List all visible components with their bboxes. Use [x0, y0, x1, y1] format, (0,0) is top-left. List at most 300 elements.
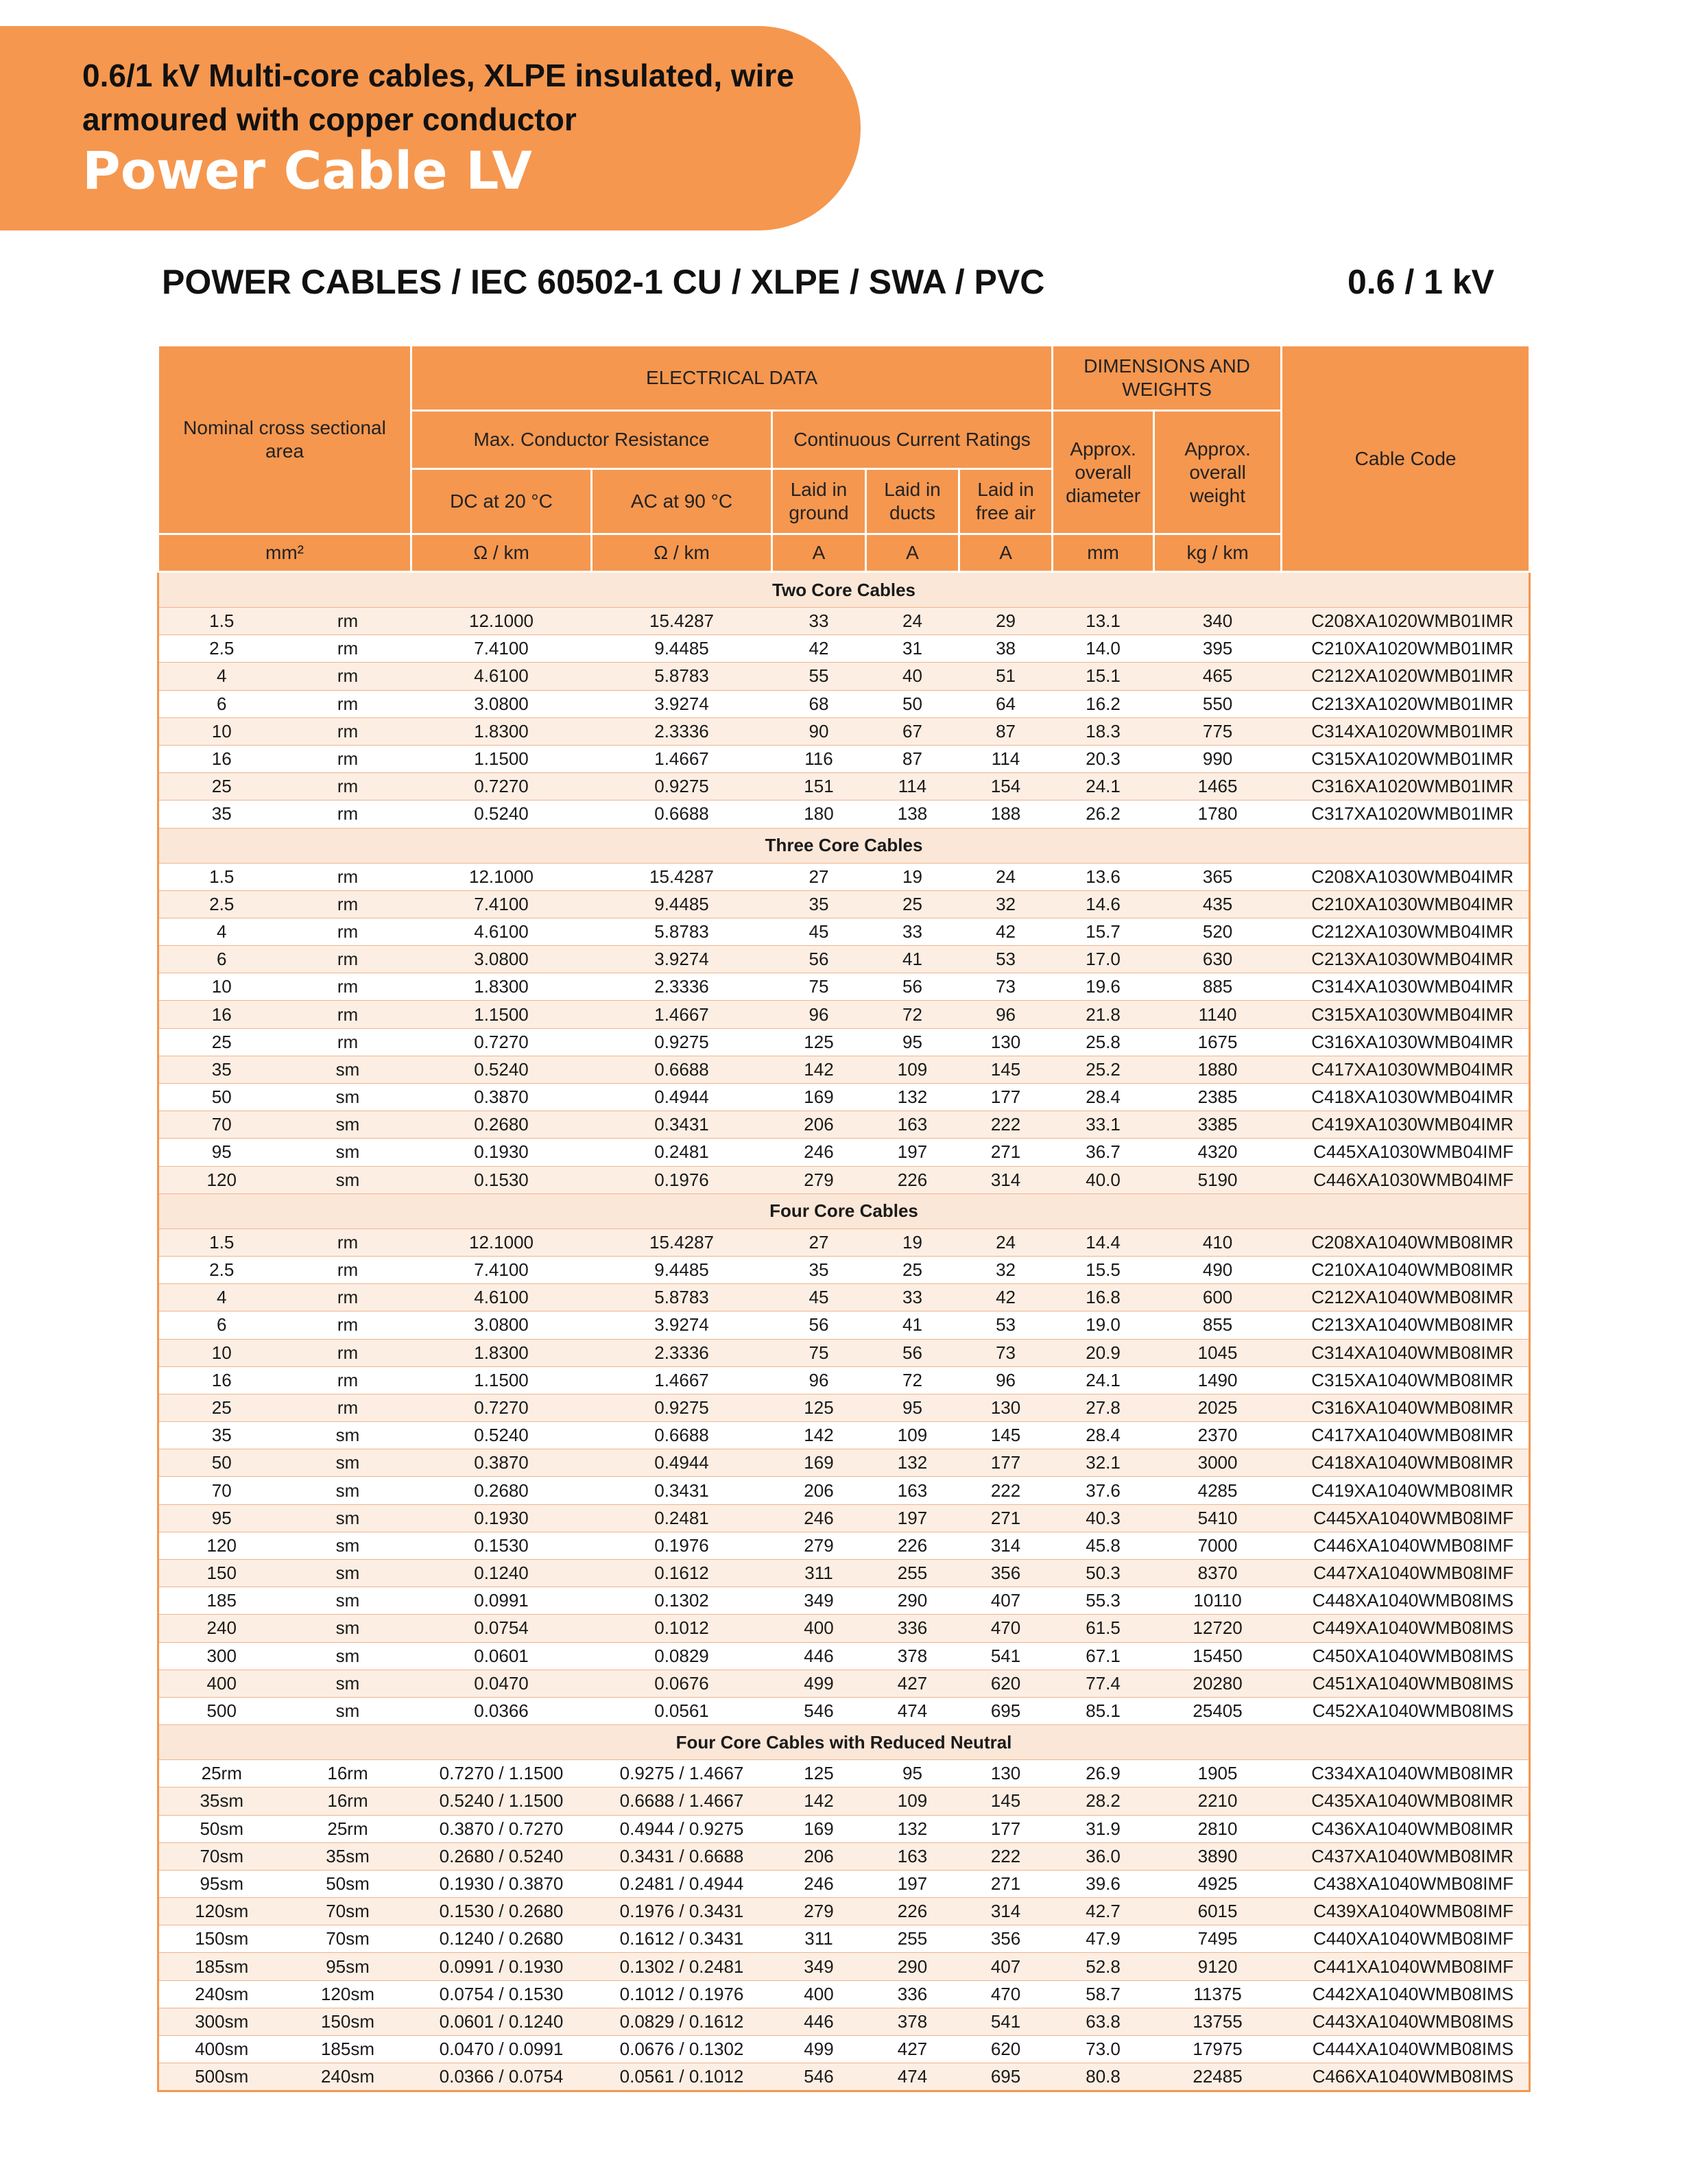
- current-ground-cell: 125: [772, 1028, 866, 1056]
- cable-code-cell: C437XA1040WMB08IMR: [1282, 1842, 1530, 1870]
- dc-resistance-cell: 4.6100: [411, 918, 592, 945]
- current-air-cell: 314: [959, 1166, 1053, 1194]
- table-row: [158, 635, 1530, 663]
- cable-code-cell: C446XA1030WMB04IMF: [1282, 1166, 1530, 1194]
- ac-resistance-cell: 0.0676: [592, 1670, 772, 1697]
- current-ground-cell: 349: [772, 1953, 866, 1980]
- ac-resistance-cell: 0.1302: [592, 1587, 772, 1615]
- conductor-shape-cell: 185sm: [285, 2036, 411, 2063]
- overall-weight-cell: 4925: [1154, 1870, 1282, 1897]
- header-overall-diameter: Approx. overall diameter: [1053, 411, 1154, 534]
- table-row: [158, 1587, 1530, 1615]
- conductor-shape-cell: sm: [285, 1056, 411, 1083]
- current-air-cell: 222: [959, 1111, 1053, 1139]
- dc-resistance-cell: 0.1530: [411, 1532, 592, 1559]
- dc-resistance-cell: 7.4100: [411, 890, 592, 918]
- dc-resistance-cell: 1.8300: [411, 1339, 592, 1366]
- current-ground-cell: 96: [772, 1366, 866, 1394]
- dc-resistance-cell: 0.5240 / 1.1500: [411, 1788, 592, 1815]
- conductor-shape-cell: rm: [285, 635, 411, 663]
- overall-diameter-cell: 16.2: [1053, 690, 1154, 717]
- dc-resistance-cell: 0.0754: [411, 1615, 592, 1642]
- cable-code-cell: C417XA1040WMB08IMR: [1282, 1422, 1530, 1449]
- dc-resistance-cell: 0.0366: [411, 1697, 592, 1724]
- section-title: Four Core Cables with Reduced Neutral: [158, 1725, 1530, 1760]
- table-row: [158, 745, 1530, 772]
- nominal-size-cell: 70: [158, 1111, 285, 1139]
- current-ducts-cell: 226: [866, 1532, 959, 1559]
- table-row: [158, 800, 1530, 828]
- table-row: [158, 1560, 1530, 1587]
- current-ground-cell: 75: [772, 973, 866, 1001]
- conductor-shape-cell: sm: [285, 1670, 411, 1697]
- nominal-size-cell: 25: [158, 1394, 285, 1421]
- overall-diameter-cell: 40.0: [1053, 1166, 1154, 1194]
- current-ducts-cell: 40: [866, 663, 959, 690]
- dc-resistance-cell: 0.5240: [411, 800, 592, 828]
- header-ac-resistance: AC at 90 °C: [592, 469, 772, 534]
- overall-diameter-cell: 61.5: [1053, 1615, 1154, 1642]
- current-ducts-cell: 197: [866, 1139, 959, 1166]
- current-ducts-cell: 24: [866, 608, 959, 635]
- conductor-shape-cell: 50sm: [285, 1870, 411, 1897]
- cable-code-cell: C418XA1040WMB08IMR: [1282, 1449, 1530, 1477]
- cable-code-cell: C314XA1040WMB08IMR: [1282, 1339, 1530, 1366]
- current-air-cell: 53: [959, 1311, 1053, 1339]
- nominal-size-cell: 70sm: [158, 1842, 285, 1870]
- overall-diameter-cell: 28.2: [1053, 1788, 1154, 1815]
- current-ground-cell: 279: [772, 1166, 866, 1194]
- current-ducts-cell: 72: [866, 1366, 959, 1394]
- table-row: [158, 1366, 1530, 1394]
- current-ducts-cell: 378: [866, 1642, 959, 1670]
- ac-resistance-cell: 15.4287: [592, 608, 772, 635]
- nominal-size-cell: 10: [158, 717, 285, 745]
- conductor-shape-cell: 240sm: [285, 2063, 411, 2091]
- overall-weight-cell: 9120: [1154, 1953, 1282, 1980]
- ac-resistance-cell: 1.4667: [592, 745, 772, 772]
- current-ducts-cell: 378: [866, 2008, 959, 2035]
- ac-resistance-cell: 2.3336: [592, 717, 772, 745]
- nominal-size-cell: 10: [158, 1339, 285, 1366]
- nominal-size-cell: 16: [158, 745, 285, 772]
- current-ground-cell: 142: [772, 1056, 866, 1083]
- cable-code-cell: C417XA1030WMB04IMR: [1282, 1056, 1530, 1083]
- dc-resistance-cell: 0.3870 / 0.7270: [411, 1815, 592, 1842]
- table-row: [158, 1028, 1530, 1056]
- overall-weight-cell: 5410: [1154, 1504, 1282, 1532]
- overall-weight-cell: 3385: [1154, 1111, 1282, 1139]
- cable-code-cell: C213XA1020WMB01IMR: [1282, 690, 1530, 717]
- current-ground-cell: 68: [772, 690, 866, 717]
- current-ducts-cell: 95: [866, 1394, 959, 1421]
- current-ground-cell: 279: [772, 1898, 866, 1925]
- overall-diameter-cell: 14.6: [1053, 890, 1154, 918]
- current-air-cell: 695: [959, 2063, 1053, 2091]
- current-ground-cell: 246: [772, 1139, 866, 1166]
- section-header-row: [158, 1194, 1530, 1228]
- table-row: [158, 918, 1530, 945]
- overall-weight-cell: 600: [1154, 1284, 1282, 1311]
- current-ground-cell: 142: [772, 1422, 866, 1449]
- current-air-cell: 271: [959, 1139, 1053, 1166]
- nominal-size-cell: 95: [158, 1139, 285, 1166]
- unit-cell: kg / km: [1154, 534, 1282, 572]
- current-ducts-cell: 67: [866, 717, 959, 745]
- table-row: [158, 1788, 1530, 1815]
- ac-resistance-cell: 5.8783: [592, 1284, 772, 1311]
- current-air-cell: 695: [959, 1697, 1053, 1724]
- ac-resistance-cell: 0.9275: [592, 1394, 772, 1421]
- current-air-cell: 145: [959, 1422, 1053, 1449]
- nominal-size-cell: 25: [158, 1028, 285, 1056]
- current-ground-cell: 546: [772, 2063, 866, 2091]
- current-air-cell: 541: [959, 2008, 1053, 2035]
- cable-code-cell: C450XA1040WMB08IMS: [1282, 1642, 1530, 1670]
- overall-diameter-cell: 28.4: [1053, 1422, 1154, 1449]
- table-row: [158, 946, 1530, 973]
- conductor-shape-cell: 25rm: [285, 1815, 411, 1842]
- dc-resistance-cell: 0.1530 / 0.2680: [411, 1898, 592, 1925]
- current-ground-cell: 35: [772, 1256, 866, 1283]
- current-ducts-cell: 56: [866, 1339, 959, 1366]
- current-ducts-cell: 33: [866, 1284, 959, 1311]
- conductor-shape-cell: sm: [285, 1166, 411, 1194]
- cable-code-cell: C315XA1020WMB01IMR: [1282, 745, 1530, 772]
- table-row: [158, 1056, 1530, 1083]
- conductor-shape-cell: rm: [285, 863, 411, 890]
- cable-code-cell: C317XA1020WMB01IMR: [1282, 800, 1530, 828]
- ac-resistance-cell: 5.8783: [592, 918, 772, 945]
- table-row: [158, 863, 1530, 890]
- current-ducts-cell: 163: [866, 1842, 959, 1870]
- overall-weight-cell: 7495: [1154, 1925, 1282, 1953]
- dc-resistance-cell: 0.0601 / 0.1240: [411, 2008, 592, 2035]
- ac-resistance-cell: 3.9274: [592, 690, 772, 717]
- table-row: [158, 663, 1530, 690]
- nominal-size-cell: 6: [158, 946, 285, 973]
- conductor-shape-cell: rm: [285, 1339, 411, 1366]
- overall-diameter-cell: 73.0: [1053, 2036, 1154, 2063]
- dc-resistance-cell: 0.7270: [411, 1028, 592, 1056]
- current-ground-cell: 142: [772, 1788, 866, 1815]
- conductor-shape-cell: rm: [285, 773, 411, 800]
- current-air-cell: 96: [959, 1366, 1053, 1394]
- current-ducts-cell: 427: [866, 2036, 959, 2063]
- current-air-cell: 271: [959, 1870, 1053, 1897]
- cable-code-cell: C314XA1020WMB01IMR: [1282, 717, 1530, 745]
- ac-resistance-cell: 9.4485: [592, 1256, 772, 1283]
- dc-resistance-cell: 0.0366 / 0.0754: [411, 2063, 592, 2091]
- current-ground-cell: 116: [772, 745, 866, 772]
- conductor-shape-cell: sm: [285, 1139, 411, 1166]
- ac-resistance-cell: 0.6688 / 1.4667: [592, 1788, 772, 1815]
- overall-diameter-cell: 16.8: [1053, 1284, 1154, 1311]
- dc-resistance-cell: 0.1240 / 0.2680: [411, 1925, 592, 1953]
- current-ducts-cell: 25: [866, 890, 959, 918]
- dc-resistance-cell: 12.1000: [411, 1228, 592, 1256]
- cable-code-cell: C452XA1040WMB08IMS: [1282, 1697, 1530, 1724]
- ac-resistance-cell: 0.1612: [592, 1560, 772, 1587]
- ac-resistance-cell: 0.1976: [592, 1532, 772, 1559]
- current-ducts-cell: 290: [866, 1587, 959, 1615]
- overall-diameter-cell: 18.3: [1053, 717, 1154, 745]
- nominal-size-cell: 35: [158, 1056, 285, 1083]
- conductor-shape-cell: 95sm: [285, 1953, 411, 1980]
- dc-resistance-cell: 0.3870: [411, 1449, 592, 1477]
- overall-weight-cell: 22485: [1154, 2063, 1282, 2091]
- current-ducts-cell: 474: [866, 1697, 959, 1724]
- ac-resistance-cell: 0.0829: [592, 1642, 772, 1670]
- overall-diameter-cell: 50.3: [1053, 1560, 1154, 1587]
- overall-diameter-cell: 15.1: [1053, 663, 1154, 690]
- current-ducts-cell: 109: [866, 1788, 959, 1815]
- dc-resistance-cell: 0.1930: [411, 1504, 592, 1532]
- current-ground-cell: 311: [772, 1560, 866, 1587]
- dc-resistance-cell: 0.5240: [411, 1056, 592, 1083]
- unit-cell: mm: [1053, 534, 1154, 572]
- current-ground-cell: 27: [772, 1228, 866, 1256]
- overall-diameter-cell: 39.6: [1053, 1870, 1154, 1897]
- current-air-cell: 470: [959, 1615, 1053, 1642]
- dc-resistance-cell: 0.2680 / 0.5240: [411, 1842, 592, 1870]
- section-header-row: [158, 1725, 1530, 1760]
- nominal-size-cell: 2.5: [158, 890, 285, 918]
- conductor-shape-cell: rm: [285, 1311, 411, 1339]
- nominal-size-cell: 240: [158, 1615, 285, 1642]
- ac-resistance-cell: 2.3336: [592, 973, 772, 1001]
- overall-weight-cell: 10110: [1154, 1587, 1282, 1615]
- nominal-size-cell: 6: [158, 1311, 285, 1339]
- table-row: [158, 1084, 1530, 1111]
- current-air-cell: 130: [959, 1028, 1053, 1056]
- dc-resistance-cell: 0.0754 / 0.1530: [411, 1980, 592, 2008]
- header-max-resistance: Max. Conductor Resistance: [411, 411, 772, 469]
- conductor-shape-cell: 70sm: [285, 1898, 411, 1925]
- dc-resistance-cell: 1.1500: [411, 745, 592, 772]
- cable-code-cell: C315XA1040WMB08IMR: [1282, 1366, 1530, 1394]
- cable-code-cell: C212XA1030WMB04IMR: [1282, 918, 1530, 945]
- current-ground-cell: 33: [772, 608, 866, 635]
- overall-weight-cell: 1880: [1154, 1056, 1282, 1083]
- overall-weight-cell: 4285: [1154, 1477, 1282, 1504]
- cable-code-cell: C208XA1030WMB04IMR: [1282, 863, 1530, 890]
- ac-resistance-cell: 0.6688: [592, 800, 772, 828]
- overall-diameter-cell: 24.1: [1053, 773, 1154, 800]
- current-ducts-cell: 163: [866, 1111, 959, 1139]
- table-row: [158, 717, 1530, 745]
- current-air-cell: 73: [959, 973, 1053, 1001]
- current-air-cell: 96: [959, 1001, 1053, 1028]
- conductor-shape-cell: rm: [285, 1284, 411, 1311]
- ac-resistance-cell: 0.4944: [592, 1449, 772, 1477]
- table-row: [158, 690, 1530, 717]
- overall-weight-cell: 1045: [1154, 1339, 1282, 1366]
- overall-weight-cell: 435: [1154, 890, 1282, 918]
- conductor-shape-cell: sm: [285, 1587, 411, 1615]
- current-ground-cell: 45: [772, 1284, 866, 1311]
- conductor-shape-cell: rm: [285, 890, 411, 918]
- overall-diameter-cell: 14.4: [1053, 1228, 1154, 1256]
- cable-code-cell: C445XA1030WMB04IMF: [1282, 1139, 1530, 1166]
- current-ducts-cell: 255: [866, 1560, 959, 1587]
- ac-resistance-cell: 3.9274: [592, 1311, 772, 1339]
- table-row: [158, 1111, 1530, 1139]
- dc-resistance-cell: 0.1930 / 0.3870: [411, 1870, 592, 1897]
- overall-weight-cell: 1140: [1154, 1001, 1282, 1028]
- table-row: [158, 1166, 1530, 1194]
- ac-resistance-cell: 0.0561: [592, 1697, 772, 1724]
- overall-weight-cell: 1465: [1154, 773, 1282, 800]
- cable-code-cell: C439XA1040WMB08IMF: [1282, 1898, 1530, 1925]
- cable-code-cell: C451XA1040WMB08IMS: [1282, 1670, 1530, 1697]
- current-air-cell: 620: [959, 2036, 1053, 2063]
- current-ground-cell: 125: [772, 1760, 866, 1788]
- cable-spec-table: [157, 344, 1531, 2092]
- banner-title: Power Cable LV: [82, 140, 532, 201]
- overall-weight-cell: 410: [1154, 1228, 1282, 1256]
- ac-resistance-cell: 0.1612 / 0.3431: [592, 1925, 772, 1953]
- nominal-size-cell: 150sm: [158, 1925, 285, 1953]
- cable-code-cell: C208XA1020WMB01IMR: [1282, 608, 1530, 635]
- current-ground-cell: 55: [772, 663, 866, 690]
- nominal-size-cell: 1.5: [158, 1228, 285, 1256]
- nominal-size-cell: 2.5: [158, 1256, 285, 1283]
- cable-code-cell: C213XA1030WMB04IMR: [1282, 946, 1530, 973]
- ac-resistance-cell: 2.3336: [592, 1339, 772, 1366]
- conductor-shape-cell: 35sm: [285, 1842, 411, 1870]
- nominal-size-cell: 35: [158, 1422, 285, 1449]
- current-air-cell: 87: [959, 717, 1053, 745]
- nominal-size-cell: 2.5: [158, 635, 285, 663]
- dc-resistance-cell: 0.1240: [411, 1560, 592, 1587]
- cable-code-cell: C449XA1040WMB08IMS: [1282, 1615, 1530, 1642]
- ac-resistance-cell: 0.0676 / 0.1302: [592, 2036, 772, 2063]
- voltage-rating: 0.6 / 1 kV: [1347, 263, 1494, 301]
- overall-weight-cell: 1780: [1154, 800, 1282, 828]
- overall-diameter-cell: 36.7: [1053, 1139, 1154, 1166]
- header-dc-resistance: DC at 20 °C: [411, 469, 592, 534]
- dc-resistance-cell: 3.0800: [411, 946, 592, 973]
- cable-code-cell: C444XA1040WMB08IMS: [1282, 2036, 1530, 2063]
- dc-resistance-cell: 7.4100: [411, 1256, 592, 1283]
- dc-resistance-cell: 3.0800: [411, 690, 592, 717]
- table-row: [158, 1697, 1530, 1724]
- cable-code-cell: C435XA1040WMB08IMR: [1282, 1788, 1530, 1815]
- table-row: [158, 1477, 1530, 1504]
- conductor-shape-cell: rm: [285, 918, 411, 945]
- nominal-size-cell: 1.5: [158, 863, 285, 890]
- header-nominal-area: Nominal cross sectional area: [158, 346, 411, 534]
- table-row: [158, 1311, 1530, 1339]
- ac-resistance-cell: 1.4667: [592, 1366, 772, 1394]
- table-row: [158, 608, 1530, 635]
- current-ground-cell: 35: [772, 890, 866, 918]
- section-title: Two Core Cables: [158, 572, 1530, 608]
- cable-code-cell: C466XA1040WMB08IMS: [1282, 2063, 1530, 2091]
- overall-diameter-cell: 58.7: [1053, 1980, 1154, 2008]
- table-row: [158, 1842, 1530, 1870]
- cable-code-cell: C316XA1030WMB04IMR: [1282, 1028, 1530, 1056]
- overall-weight-cell: 1905: [1154, 1760, 1282, 1788]
- current-air-cell: 222: [959, 1477, 1053, 1504]
- table-row: [158, 1284, 1530, 1311]
- cable-code-cell: C438XA1040WMB08IMF: [1282, 1870, 1530, 1897]
- table-row: [158, 2063, 1530, 2091]
- current-air-cell: 188: [959, 800, 1053, 828]
- header-laid-in-ground: Laid in ground: [772, 469, 866, 534]
- overall-weight-cell: 465: [1154, 663, 1282, 690]
- current-air-cell: 145: [959, 1056, 1053, 1083]
- dc-resistance-cell: 4.6100: [411, 663, 592, 690]
- overall-weight-cell: 4320: [1154, 1139, 1282, 1166]
- overall-diameter-cell: 40.3: [1053, 1504, 1154, 1532]
- current-ground-cell: 206: [772, 1477, 866, 1504]
- current-ducts-cell: 87: [866, 745, 959, 772]
- current-ducts-cell: 72: [866, 1001, 959, 1028]
- cable-code-cell: C210XA1040WMB08IMR: [1282, 1256, 1530, 1283]
- nominal-size-cell: 120: [158, 1166, 285, 1194]
- conductor-shape-cell: rm: [285, 1366, 411, 1394]
- current-ducts-cell: 474: [866, 2063, 959, 2091]
- conductor-shape-cell: rm: [285, 946, 411, 973]
- overall-weight-cell: 1490: [1154, 1366, 1282, 1394]
- cable-code-cell: C314XA1030WMB04IMR: [1282, 973, 1530, 1001]
- conductor-shape-cell: sm: [285, 1615, 411, 1642]
- table-row: [158, 1449, 1530, 1477]
- dc-resistance-cell: 0.1530: [411, 1166, 592, 1194]
- dc-resistance-cell: 3.0800: [411, 1311, 592, 1339]
- ac-resistance-cell: 0.3431: [592, 1111, 772, 1139]
- overall-weight-cell: 8370: [1154, 1560, 1282, 1587]
- nominal-size-cell: 50: [158, 1084, 285, 1111]
- current-ducts-cell: 33: [866, 918, 959, 945]
- overall-weight-cell: 17975: [1154, 2036, 1282, 2063]
- overall-diameter-cell: 19.6: [1053, 973, 1154, 1001]
- current-ducts-cell: 114: [866, 773, 959, 800]
- nominal-size-cell: 95: [158, 1504, 285, 1532]
- ac-resistance-cell: 1.4667: [592, 1001, 772, 1028]
- table-row: [158, 1394, 1530, 1421]
- dc-resistance-cell: 0.2680: [411, 1111, 592, 1139]
- table-row: [158, 1925, 1530, 1953]
- table-row: [158, 2008, 1530, 2035]
- conductor-shape-cell: 16rm: [285, 1760, 411, 1788]
- ac-resistance-cell: 0.6688: [592, 1056, 772, 1083]
- unit-cell: A: [959, 534, 1053, 572]
- cable-code-cell: C210XA1020WMB01IMR: [1282, 635, 1530, 663]
- nominal-size-cell: 16: [158, 1001, 285, 1028]
- nominal-size-cell: 50sm: [158, 1815, 285, 1842]
- table-row: [158, 1256, 1530, 1283]
- overall-diameter-cell: 32.1: [1053, 1449, 1154, 1477]
- dc-resistance-cell: 0.5240: [411, 1422, 592, 1449]
- overall-weight-cell: 365: [1154, 863, 1282, 890]
- conductor-shape-cell: sm: [285, 1477, 411, 1504]
- banner-subtitle: 0.6/1 kV Multi-core cables, XLPE insulated, wire armoured with copper conductor: [82, 58, 794, 137]
- title-banner: [0, 26, 861, 230]
- dc-resistance-cell: 0.1930: [411, 1139, 592, 1166]
- overall-weight-cell: 520: [1154, 918, 1282, 945]
- conductor-shape-cell: sm: [285, 1422, 411, 1449]
- table-row: [158, 1339, 1530, 1366]
- current-ducts-cell: 109: [866, 1422, 959, 1449]
- conductor-shape-cell: sm: [285, 1084, 411, 1111]
- table-row: [158, 1615, 1530, 1642]
- cable-code-cell: C334XA1040WMB08IMR: [1282, 1760, 1530, 1788]
- conductor-shape-cell: sm: [285, 1504, 411, 1532]
- nominal-size-cell: 35sm: [158, 1788, 285, 1815]
